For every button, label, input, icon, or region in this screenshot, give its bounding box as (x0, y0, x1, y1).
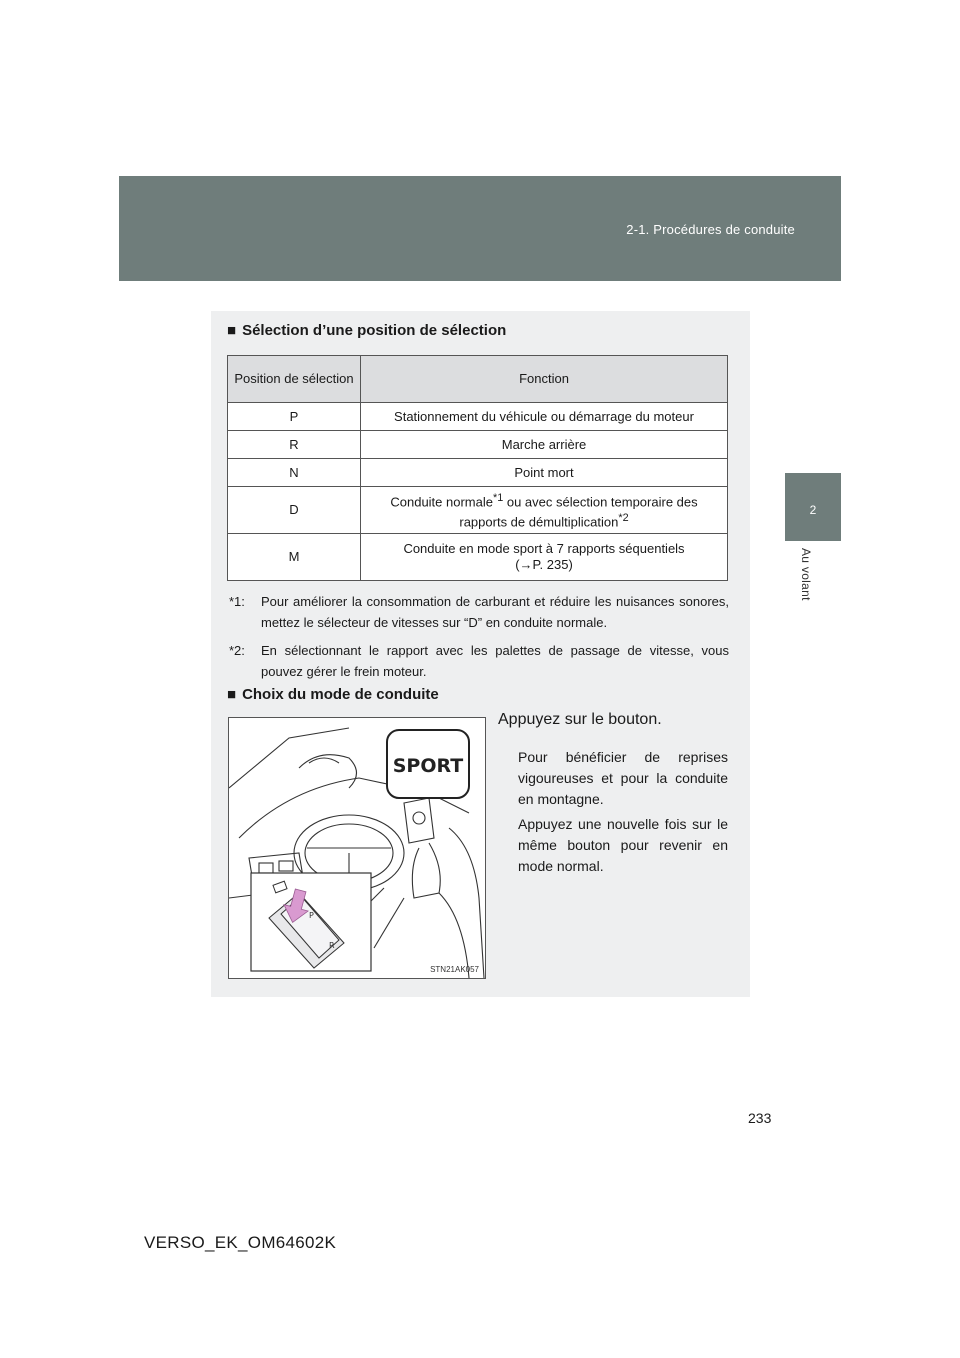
table-header-row (228, 356, 728, 403)
paragraph: Pour bénéficier de reprises vigoureuses et pour la conduite en montagne. (518, 749, 728, 807)
chapter-number: 2 (809, 503, 817, 517)
footnote-1 (229, 591, 729, 633)
footnote-text: Pour améliorer la consommation de carburant et réduire les nuisances sonores, mettez le sélecteur de vitesses sur “D” en conduite normale. (261, 594, 729, 630)
svg-text:P: P (309, 911, 314, 920)
footnote-marker: *2: (229, 643, 245, 658)
sport-button-label: SPORT (392, 755, 464, 777)
paragraph: Appuyez une nouvelle fois sur le même bouton pour revenir en mode normal. (518, 816, 728, 874)
position-cell: M (228, 534, 361, 581)
footnote-ref: *1 (492, 491, 504, 504)
position-cell: R (228, 431, 361, 459)
function-cell: Stationnement du véhicule ou démarrage du moteur (361, 403, 728, 431)
section-heading: 2-1. Procédures de conduite (626, 222, 795, 237)
function-cell: Conduite en mode sport à 7 rapports séquentiels (→P. 235) (361, 534, 728, 581)
position-cell: D (228, 487, 361, 534)
table-row (228, 487, 728, 534)
table-row (228, 534, 728, 581)
function-cell: Conduite normale$^{*1}$ ou avec sélection temporaire des rapports de démultiplication$^{*2}$ (361, 487, 728, 534)
header-band (119, 176, 841, 281)
chapter-label (799, 548, 823, 628)
column-header: Position de sélection (228, 356, 361, 403)
footnote-2 (229, 640, 729, 682)
instruction-text: Appuyez sur le bouton. (498, 711, 662, 728)
shift-position-table (227, 355, 728, 581)
footnote-marker: *1: (229, 594, 245, 609)
svg-text:R: R (329, 941, 335, 950)
car-interior-drawing (229, 718, 485, 978)
figure-code: STN21AK057 (430, 965, 479, 974)
position-cell: P (228, 403, 361, 431)
table-row (228, 403, 728, 431)
document-code: VERSO_EK_OM64602K (144, 1233, 337, 1252)
square-bullet-icon: ■ (227, 686, 237, 703)
table-row (228, 459, 728, 487)
page-number: 233 (748, 1110, 772, 1126)
table-row (228, 431, 728, 459)
position-cell: N (228, 459, 361, 487)
footnote-ref: *2 (618, 512, 629, 524)
section-title-selection: ■ Sélection d’une position de sélection (227, 322, 507, 339)
function-cell: Marche arrière (361, 431, 728, 459)
column-header: Fonction (361, 356, 728, 403)
content-panel (211, 311, 750, 997)
chapter-label-text: Au volant (799, 548, 813, 601)
sport-button-illustration (228, 717, 486, 979)
section-title-drive-mode: ■ Choix du mode de conduite (227, 686, 439, 703)
chapter-tab (785, 473, 841, 541)
footnote-text: En sélectionnant le rapport avec les palettes de passage de vitesse, vous pouvez gérer le frein moteur. (261, 643, 729, 679)
square-bullet-icon: ■ (227, 322, 237, 339)
function-cell: Point mort (361, 459, 728, 487)
